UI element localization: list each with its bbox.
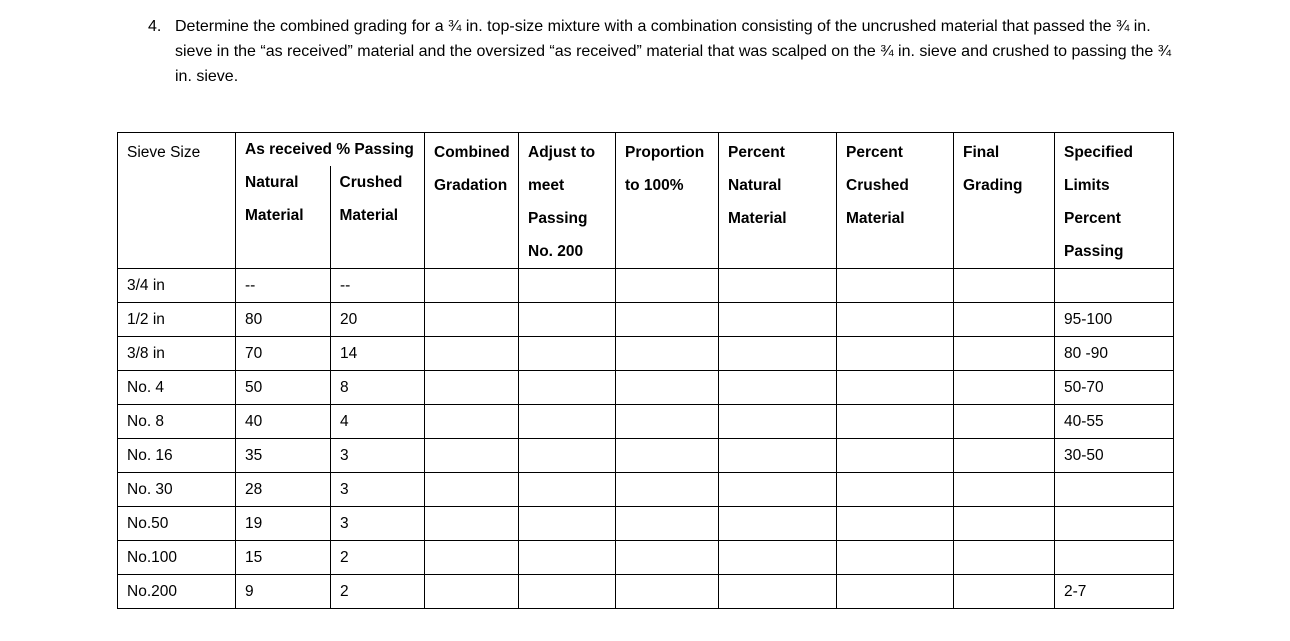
- header-text: Proportion: [625, 144, 705, 161]
- percent-crushed-cell[interactable]: [837, 541, 954, 575]
- percent-natural-cell[interactable]: [719, 337, 837, 371]
- final-grading-cell[interactable]: [954, 303, 1055, 337]
- percent-natural-cell[interactable]: [719, 439, 837, 473]
- percent-natural-cell[interactable]: [719, 303, 837, 337]
- header-text: to 100%: [625, 177, 684, 194]
- crushed-cell: 3: [331, 507, 425, 541]
- adjust-cell[interactable]: [519, 473, 616, 507]
- combined-cell[interactable]: [425, 507, 519, 541]
- proportion-cell[interactable]: [616, 269, 719, 303]
- sieve-size-cell: No.200: [118, 575, 236, 609]
- adjust-cell[interactable]: [519, 439, 616, 473]
- header-as-received: [236, 133, 425, 269]
- header-text: Specified: [1064, 144, 1133, 161]
- sieve-size-cell: No. 30: [118, 473, 236, 507]
- spec-limits-cell: [1055, 269, 1174, 303]
- spec-limits-cell: [1055, 473, 1174, 507]
- percent-natural-cell[interactable]: [719, 575, 837, 609]
- crushed-cell: 2: [331, 575, 425, 609]
- header-text: Natural: [728, 177, 782, 194]
- table-row: [118, 371, 1174, 405]
- header-text: Grading: [963, 177, 1023, 194]
- header-text: Combined: [434, 144, 510, 161]
- final-grading-cell[interactable]: [954, 439, 1055, 473]
- proportion-cell[interactable]: [616, 473, 719, 507]
- header-text: Gradation: [434, 177, 508, 194]
- proportion-cell[interactable]: [616, 303, 719, 337]
- header-text: Percent: [728, 144, 785, 161]
- natural-cell: 50: [236, 371, 331, 405]
- sieve-size-cell: No. 8: [118, 405, 236, 439]
- percent-natural-cell[interactable]: [719, 371, 837, 405]
- final-grading-cell[interactable]: [954, 337, 1055, 371]
- spec-limits-cell: 50-70: [1055, 371, 1174, 405]
- adjust-cell[interactable]: [519, 337, 616, 371]
- combined-cell[interactable]: [425, 439, 519, 473]
- spec-limits-cell: 30-50: [1055, 439, 1174, 473]
- spec-limits-cell: [1055, 541, 1174, 575]
- adjust-cell[interactable]: [519, 269, 616, 303]
- header-natural-material: [236, 166, 330, 268]
- adjust-cell[interactable]: [519, 371, 616, 405]
- header-text: Crushed: [846, 177, 909, 194]
- final-grading-cell[interactable]: [954, 541, 1055, 575]
- header-text: Crushed: [339, 174, 403, 191]
- proportion-cell[interactable]: [616, 439, 719, 473]
- crushed-cell: 14: [331, 337, 425, 371]
- proportion-cell[interactable]: [616, 507, 719, 541]
- sieve-size-cell: No.100: [118, 541, 236, 575]
- table-row: [118, 303, 1174, 337]
- natural-cell: 19: [236, 507, 331, 541]
- combined-cell[interactable]: [425, 473, 519, 507]
- table-row: [118, 337, 1174, 371]
- final-grading-cell[interactable]: [954, 269, 1055, 303]
- header-text: No. 200: [528, 243, 584, 260]
- percent-crushed-cell[interactable]: [837, 405, 954, 439]
- combined-cell[interactable]: [425, 541, 519, 575]
- crushed-cell: 3: [331, 439, 425, 473]
- spec-limits-cell: 80 -90: [1055, 337, 1174, 371]
- proportion-cell[interactable]: [616, 541, 719, 575]
- header-text: Passing: [1064, 243, 1124, 260]
- header-crushed-material: [330, 166, 425, 268]
- natural-cell: 15: [236, 541, 331, 575]
- adjust-cell[interactable]: [519, 507, 616, 541]
- header-text: Natural: [245, 174, 299, 191]
- crushed-cell: 8: [331, 371, 425, 405]
- header-text: Material: [846, 210, 905, 227]
- adjust-cell[interactable]: [519, 575, 616, 609]
- header-proportion: [616, 133, 719, 269]
- sieve-size-cell: 3/8 in: [118, 337, 236, 371]
- final-grading-cell[interactable]: [954, 575, 1055, 609]
- sieve-size-cell: No.50: [118, 507, 236, 541]
- question-text: Determine the combined grading for a ¾ in. top-size mixture with a combination consisting of the uncrushed material that passed the ¾ in. sieve in the “as received” material and the oversized “as received” material that was scalped on the ¾ in. sieve and crushed to passing the ¾ in. sieve.: [175, 18, 1172, 85]
- spec-limits-cell: [1055, 507, 1174, 541]
- percent-crushed-cell[interactable]: [837, 439, 954, 473]
- combined-cell[interactable]: [425, 575, 519, 609]
- percent-crushed-cell[interactable]: [837, 473, 954, 507]
- table-row: [118, 405, 1174, 439]
- final-grading-cell[interactable]: [954, 473, 1055, 507]
- percent-natural-cell[interactable]: [719, 269, 837, 303]
- header-text: Percent: [1064, 210, 1121, 227]
- proportion-cell[interactable]: [616, 371, 719, 405]
- proportion-cell[interactable]: [616, 405, 719, 439]
- natural-cell: 80: [236, 303, 331, 337]
- header-text: Material: [728, 210, 787, 227]
- header-specified-limits: [1055, 133, 1174, 269]
- crushed-cell: 20: [331, 303, 425, 337]
- combined-cell[interactable]: [425, 337, 519, 371]
- spec-limits-cell: 40-55: [1055, 405, 1174, 439]
- natural-cell: --: [236, 269, 331, 303]
- grading-table: [117, 132, 1174, 609]
- percent-crushed-cell[interactable]: [837, 303, 954, 337]
- table-row: [118, 575, 1174, 609]
- percent-crushed-cell[interactable]: [837, 371, 954, 405]
- header-text: meet: [528, 177, 565, 194]
- natural-cell: 35: [236, 439, 331, 473]
- header-text: Material: [245, 207, 304, 224]
- table-row: [118, 439, 1174, 473]
- percent-natural-cell[interactable]: [719, 541, 837, 575]
- natural-cell: 40: [236, 405, 331, 439]
- header-sieve-size: Sieve Size: [118, 133, 236, 269]
- percent-natural-cell[interactable]: [719, 473, 837, 507]
- table-body: [118, 269, 1174, 609]
- spec-limits-cell: 95-100: [1055, 303, 1174, 337]
- adjust-cell[interactable]: [519, 541, 616, 575]
- percent-natural-cell[interactable]: [719, 405, 837, 439]
- percent-crushed-cell[interactable]: [837, 269, 954, 303]
- crushed-cell: 3: [331, 473, 425, 507]
- question-number: 4.: [148, 18, 162, 35]
- table-row: [118, 269, 1174, 303]
- table-header-row: [118, 133, 1174, 269]
- final-grading-cell[interactable]: [954, 371, 1055, 405]
- combined-cell[interactable]: [425, 269, 519, 303]
- header-final-grading: [954, 133, 1055, 269]
- crushed-cell: 2: [331, 541, 425, 575]
- adjust-cell[interactable]: [519, 303, 616, 337]
- percent-natural-cell[interactable]: [719, 507, 837, 541]
- percent-crushed-cell[interactable]: [837, 575, 954, 609]
- sieve-size-cell: No. 16: [118, 439, 236, 473]
- proportion-cell[interactable]: [616, 337, 719, 371]
- header-text: Percent: [846, 144, 903, 161]
- crushed-cell: 4: [331, 405, 425, 439]
- header-as-received-label: As received % Passing: [245, 141, 414, 158]
- percent-crushed-cell[interactable]: [837, 507, 954, 541]
- header-percent-natural: [719, 133, 837, 269]
- table-row: [118, 473, 1174, 507]
- sieve-size-cell: 3/4 in: [118, 269, 236, 303]
- crushed-cell: --: [331, 269, 425, 303]
- header-adjust: [519, 133, 616, 269]
- combined-cell[interactable]: [425, 371, 519, 405]
- combined-cell[interactable]: [425, 303, 519, 337]
- natural-cell: 9: [236, 575, 331, 609]
- percent-crushed-cell[interactable]: [837, 337, 954, 371]
- header-percent-crushed: [837, 133, 954, 269]
- header-text: Limits: [1064, 177, 1110, 194]
- question: [148, 14, 1178, 89]
- final-grading-cell[interactable]: [954, 507, 1055, 541]
- table-row: [118, 507, 1174, 541]
- proportion-cell[interactable]: [616, 575, 719, 609]
- natural-cell: 70: [236, 337, 331, 371]
- header-text: Material: [339, 207, 399, 224]
- spec-limits-cell: 2-7: [1055, 575, 1174, 609]
- combined-cell[interactable]: [425, 405, 519, 439]
- header-text: Adjust to: [528, 144, 596, 161]
- adjust-cell[interactable]: [519, 405, 616, 439]
- final-grading-cell[interactable]: [954, 405, 1055, 439]
- table-row: [118, 541, 1174, 575]
- sieve-size-cell: No. 4: [118, 371, 236, 405]
- sieve-size-cell: 1/2 in: [118, 303, 236, 337]
- header-combined-gradation: [425, 133, 519, 269]
- header-text: Final: [963, 144, 1000, 161]
- header-text: Passing: [528, 210, 588, 227]
- natural-cell: 28: [236, 473, 331, 507]
